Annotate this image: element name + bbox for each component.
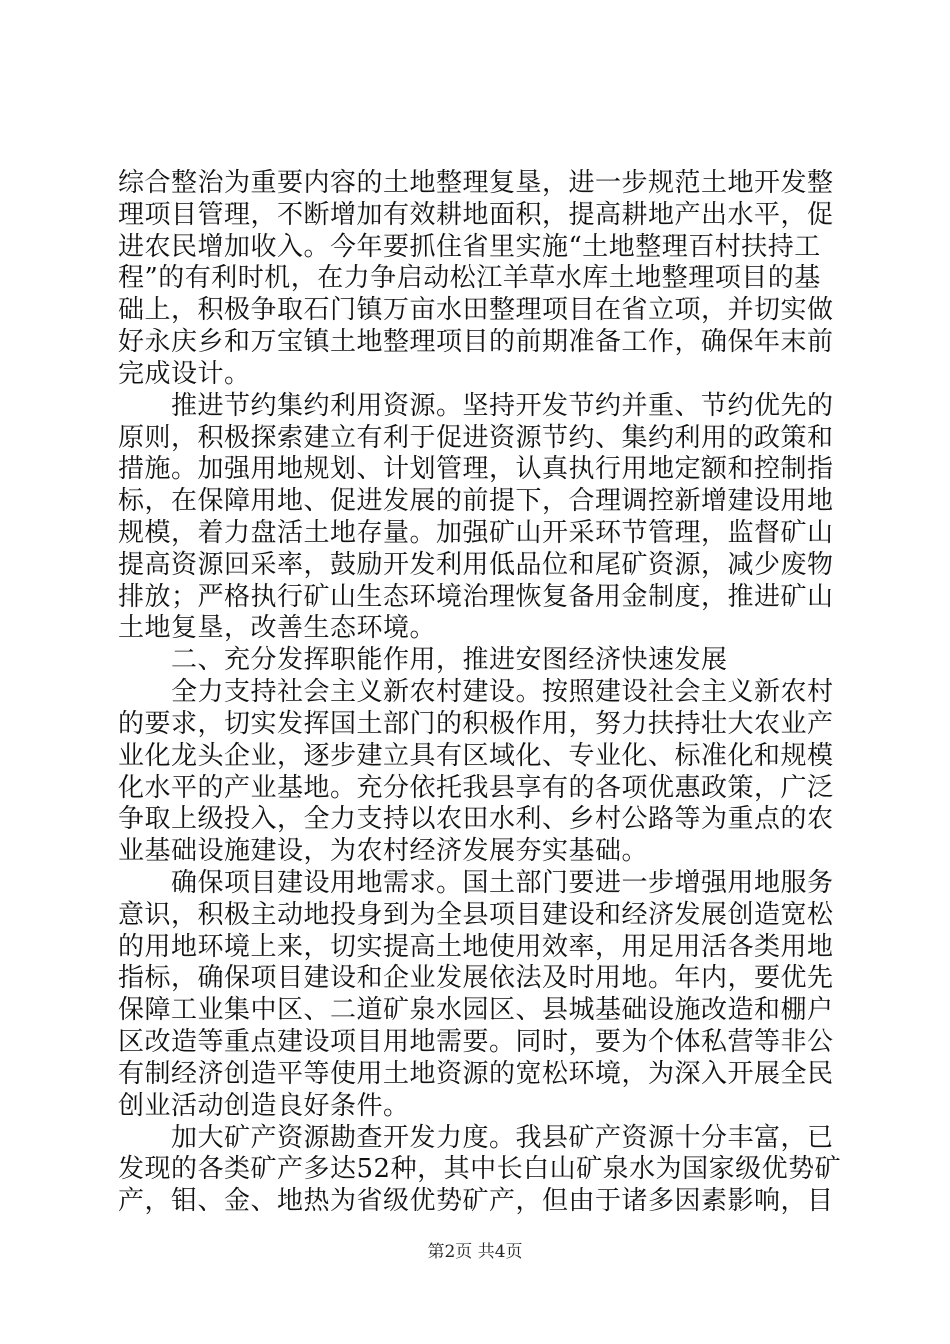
text-line: 原则，积极探索建立有利于促进资源节约、集约利用的政策和 bbox=[118, 422, 834, 453]
text-line: 加大矿产资源勘查开发力度。我县矿产资源十分丰富，已 bbox=[118, 1122, 834, 1153]
text-line: 土地复垦，改善生态环境。 bbox=[118, 613, 437, 644]
text-line: 指标，确保项目建设和企业发展依法及时用地。年内，要优先 bbox=[118, 963, 834, 994]
text-line: 区改造等重点建设项目用地需要。同时，要为个体私营等非公 bbox=[118, 1027, 834, 1058]
text-line: 完成设计。 bbox=[118, 358, 251, 389]
page-footer: 第2页 共4页 bbox=[427, 1242, 523, 1262]
text-line: 业基础设施建设，为农村经济发展夯实基础。 bbox=[118, 836, 649, 867]
text-line: 措施。加强用地规划、计划管理，认真执行用地定额和控制指 bbox=[118, 454, 834, 485]
section-heading: 二、充分发挥职能作用，推进安图经济快速发展 bbox=[118, 645, 728, 676]
text-line: 进农民增加收入。今年要抓住省里实施“土地整理百村扶持工 bbox=[118, 231, 821, 262]
text-line: 础上，积极争取石门镇万亩水田整理项目在省立项，并切实做 bbox=[118, 295, 834, 326]
text-line: 的要求，切实发挥国土部门的积极作用，努力扶持壮大农业产 bbox=[118, 708, 834, 739]
text-line: 标，在保障用地、促进发展的前提下，合理调控新增建设用地 bbox=[118, 486, 834, 517]
text-line: 发现的各类矿产多达52种，其中长白山矿泉水为国家级优势矿 bbox=[118, 1154, 842, 1185]
text-line: 排放；严格执行矿山生态环境治理恢复备用金制度，推进矿山 bbox=[118, 581, 834, 612]
text-line: 综合整治为重要内容的土地整理复垦，进一步规范土地开发整 bbox=[118, 168, 834, 198]
text-line: 争取上级投入，全力支持以农田水利、乡村公路等为重点的农 bbox=[118, 804, 834, 835]
text-line: 全力支持社会主义新农村建设。按照建设社会主义新农村 bbox=[118, 677, 834, 708]
text-line: 意识，积极主动地投身到为全县项目建设和经济发展创造宽松 bbox=[118, 899, 834, 930]
text-line: 好永庆乡和万宝镇土地整理项目的前期准备工作，确保年末前 bbox=[118, 327, 834, 358]
text-line: 规模，着力盘活土地存量。加强矿山开采环节管理，监督矿山 bbox=[118, 518, 834, 548]
text-line: 推进节约集约利用资源。坚持开发节约并重、节约优先的 bbox=[118, 390, 834, 421]
text-line: 业化龙头企业，逐步建立具有区域化、专业化、标准化和规模 bbox=[118, 740, 834, 771]
text-line: 创业活动创造良好条件。 bbox=[118, 1090, 410, 1121]
text-line: 程”的有利时机，在力争启动松江羊草水库土地整理项目的基 bbox=[118, 263, 821, 294]
text-line: 有制经济创造平等使用土地资源的宽松环境，为深入开展全民 bbox=[118, 1058, 834, 1089]
text-line: 确保项目建设用地需求。国土部门要进一步增强用地服务 bbox=[118, 868, 834, 898]
text-line: 化水平的产业基地。充分依托我县享有的各项优惠政策，广泛 bbox=[118, 772, 834, 803]
text-line: 提高资源回采率，鼓励开发利用低品位和尾矿资源，减少废物 bbox=[118, 549, 834, 580]
text-line: 理项目管理，不断增加有效耕地面积，提高耕地产出水平，促 bbox=[118, 199, 834, 230]
text-line: 产，钼、金、地热为省级优势矿产，但由于诸多因素影响，目 bbox=[118, 1186, 834, 1217]
text-line: 保障工业集中区、二道矿泉水园区、县城基础设施改造和棚户 bbox=[118, 995, 834, 1026]
text-line: 的用地环境上来，切实提高土地使用效率，用足用活各类用地 bbox=[118, 931, 834, 962]
